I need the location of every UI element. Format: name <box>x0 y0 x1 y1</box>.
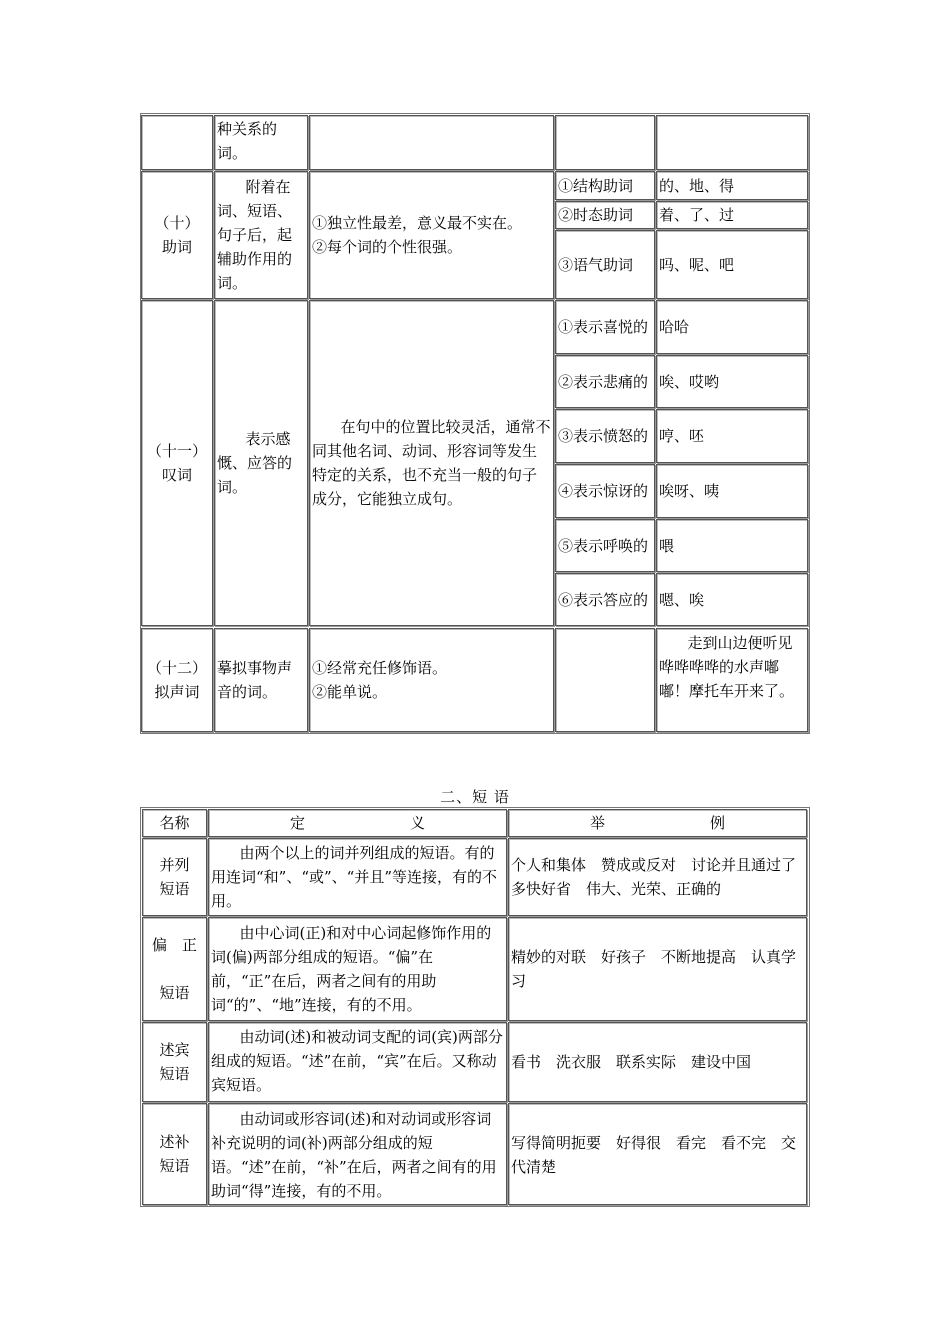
t2-row-example: 个人和集体 赞成或反对 讨论并且通过了 多快好省 伟大、光荣、正确的 <box>508 838 807 916</box>
t2-row-def: 由动词(述)和被动词支配的词(宾)两部分组成的短语。“述”在前，“宾”在后。又称动宾短语。 <box>208 1022 507 1102</box>
t1-tanci-sub-example: 嗯、唉 <box>656 573 808 626</box>
t2-row-name: 偏 正 短语 <box>142 917 207 1021</box>
t1-zhuci-sub-example: 的、地、得 <box>656 171 808 200</box>
t1-r0-name <box>141 115 213 170</box>
t2-row-example: 精妙的对联 好孩子 不断地提高 认真学习 <box>508 917 807 1021</box>
t1-zhuci-name: （十） 助词 <box>141 171 213 299</box>
t1-tanci-sub-label: ④表示惊讶的 <box>555 464 655 518</box>
t2-header-def: 定 义 <box>208 809 507 837</box>
t2-row-example: 写得简明扼要 好得很 看完 看不完 交代清楚 <box>508 1103 807 1205</box>
t2-row-name: 并列 短语 <box>142 838 207 916</box>
t1-tanci-sub-example: 唉呀、咦 <box>656 464 808 518</box>
t1-nishengci-name: （十二） 拟声词 <box>141 628 213 732</box>
t1-zhuci-features: ①独立性最差，意义最不实在。 ②每个词的个性很强。 <box>309 171 554 299</box>
t1-nishengci-sub <box>555 628 655 732</box>
t1-r0-sub <box>555 115 655 170</box>
t1-tanci-sub-label: ①表示喜悦的 <box>555 300 655 354</box>
t1-tanci-sub-label: ③表示愤怒的 <box>555 409 655 463</box>
t1-zhuci-def: 附着在词、短语、句子后，起辅助作用的词。 <box>214 171 308 299</box>
t1-zhuci-sub-example: 着、了、过 <box>656 201 808 229</box>
t1-tanci-def: 表示感慨、应答的词。 <box>214 300 308 626</box>
t1-tanci-sub-label: ⑤表示呼唤的 <box>555 519 655 572</box>
t2-row-def: 由两个以上的词并列组成的短语。有的用连词“和”、“或”、“并且”等连接，有的不用。 <box>208 838 507 916</box>
t1-tanci-sub-example: 喂 <box>656 519 808 572</box>
section-title: 二、短 语 <box>440 788 510 806</box>
t1-zhuci-sub-label: ③语气助词 <box>555 230 655 299</box>
t1-tanci-features: 在句中的位置比较灵活，通常不同其他名词、动词、形容词等发生特定的关系，也不充当一般的句子成分，它能独立成句。 <box>309 300 554 626</box>
t1-tanci-name: （十一） 叹词 <box>141 300 213 626</box>
t2-row-def: 由中心词(正)和对中心词起修饰作用的词(偏)两部分组成的短语。“偏”在前，“正”在后，两者之间有的用助词“的”、“地”连接，有的不用。 <box>208 917 507 1021</box>
t1-tanci-sub-example: 哈哈 <box>656 300 808 354</box>
t2-row-example: 看书 洗衣服 联系实际 建设中国 <box>508 1022 807 1102</box>
t1-r0-def: 种关系的 词。 <box>214 115 308 170</box>
t1-r0-features <box>309 115 554 170</box>
t2-header-name: 名称 <box>142 809 207 837</box>
t1-tanci-sub-example: 唉、哎哟 <box>656 355 808 408</box>
t1-tanci-sub-label: ⑥表示答应的 <box>555 573 655 626</box>
t2-row-def: 由动词或形容词(述)和对动词或形容词补充说明的词(补)两部分组成的短语。“述”在前，“补”在后，两者之间有的用助词“得”连接，有的不用。 <box>208 1103 507 1205</box>
t1-nishengci-def: 摹拟事物声音的词。 <box>214 628 308 732</box>
t2-row-name: 述补 短语 <box>142 1103 207 1205</box>
t1-nishengci-features: ①经常充任修饰语。 ②能单说。 <box>309 628 554 732</box>
t1-r0-example <box>656 115 808 170</box>
t1-nishengci-example: 走到山边便听见哗哗哗哗的水声嘟嘟！摩托车开来了。 <box>656 628 808 732</box>
t1-zhuci-sub-label: ①结构助词 <box>555 171 655 200</box>
t2-header-example: 举 例 <box>508 809 807 837</box>
t1-tanci-sub-example: 哼、呸 <box>656 409 808 463</box>
t2-row-name: 述宾 短语 <box>142 1022 207 1102</box>
t1-zhuci-sub-example: 吗、呢、吧 <box>656 230 808 299</box>
t1-tanci-sub-label: ②表示悲痛的 <box>555 355 655 408</box>
t1-zhuci-sub-label: ②时态助词 <box>555 201 655 229</box>
